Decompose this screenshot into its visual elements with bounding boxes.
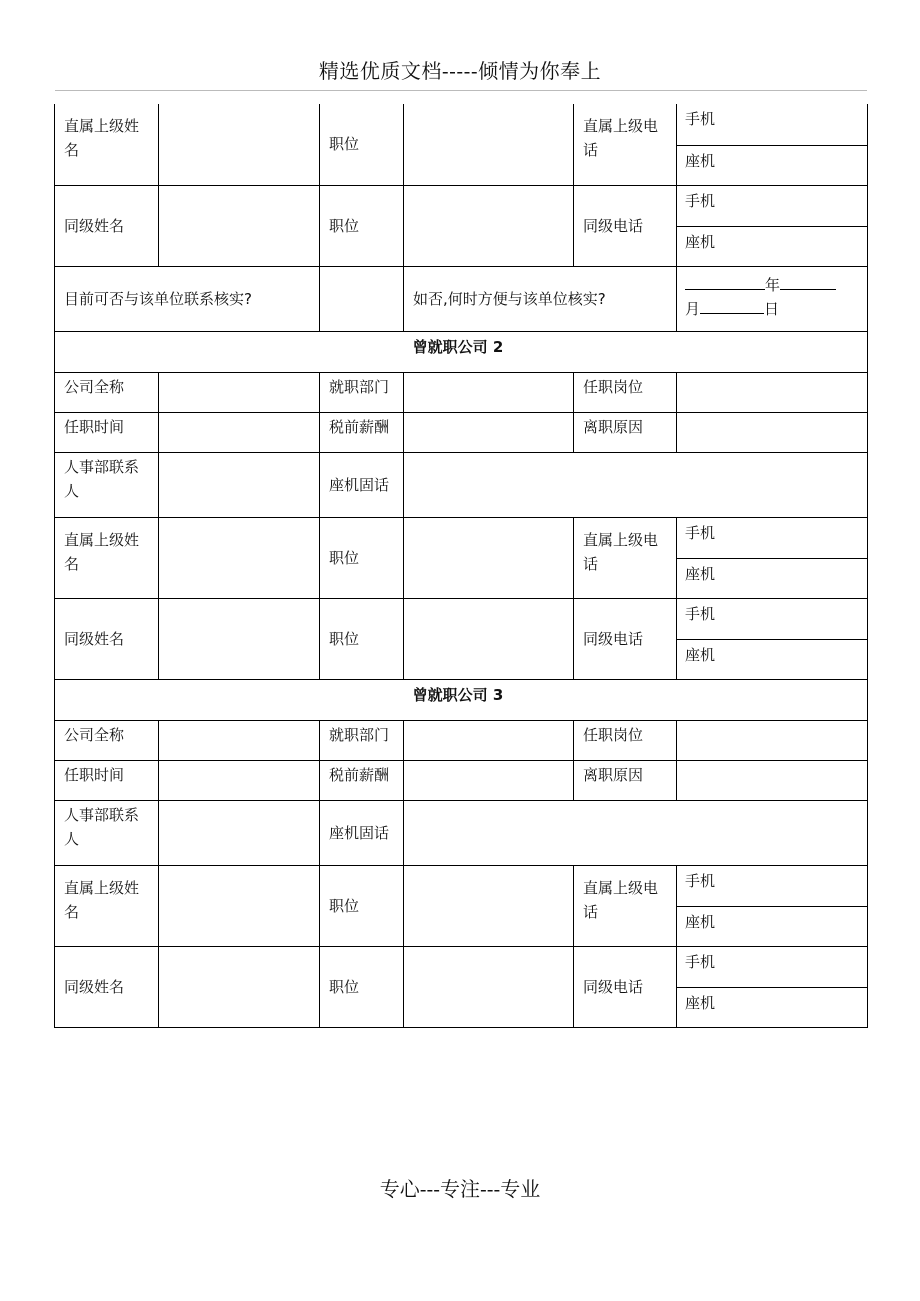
verify-now-field[interactable] [320,266,404,331]
day-label: 日 [764,299,780,318]
supervisor-name-label-cell: 直属上级姓名 [55,865,159,946]
company2-leave-reason-field[interactable] [677,412,868,452]
company2-full-name-field[interactable] [159,372,320,412]
supervisor-phone-label-cell: 直属上级电话 [574,517,677,598]
office-phone-label-cell: 座机固话 [320,452,404,517]
company3-supervisor-landline-field[interactable]: 座机 [677,906,868,946]
supervisor-phone-label-cell: 直属上级电话 [574,865,677,946]
company2-post-field[interactable] [677,372,868,412]
supervisor-position-field[interactable] [404,104,574,185]
peer-position-label-cell: 职位 [320,598,404,679]
year-label: 年 [765,275,781,294]
peer-name-label-cell: 同级姓名 [55,598,159,679]
month-blank-b[interactable] [700,297,764,314]
employment-history-form [54,104,868,1028]
company3-hr-contact-field[interactable] [159,800,320,865]
peer-position-label-cell: 职位 [320,946,404,1027]
company2-supervisor-landline-field[interactable]: 座机 [677,558,868,598]
company2-department-field[interactable] [404,372,574,412]
post-label-cell: 任职岗位 [574,372,677,412]
company3-department-field[interactable] [404,720,574,760]
company3-peer-landline-field[interactable]: 座机 [677,987,868,1027]
company3-tenure-field[interactable] [159,760,320,800]
company-full-name-label-cell: 公司全称 [55,372,159,412]
company2-peer-position-field[interactable] [404,598,574,679]
supervisor-name-label-cell: 直属上级姓名 [55,104,159,185]
office-phone-label-cell: 座机固话 [320,800,404,865]
supervisor-name-label-cell: 直属上级姓名 [55,517,159,598]
supervisor-mobile-field[interactable]: 手机 [677,104,868,145]
verify-date-field[interactable] [677,266,868,331]
tenure-label-cell: 任职时间 [55,760,159,800]
peer-phone-label-cell: 同级电话 [574,185,677,266]
peer-phone-label-cell: 同级电话 [574,598,677,679]
company3-peer-position-field[interactable] [404,946,574,1027]
salary-label-cell: 税前薪酬 [320,412,404,452]
company3-supervisor-position-field[interactable] [404,865,574,946]
supervisor-landline-field[interactable]: 座机 [677,145,868,185]
page-footer-text: 专心---专注---专业 [379,1177,541,1201]
company3-office-phone-field[interactable] [404,800,868,865]
hr-contact-label-cell: 人事部联系人 [55,800,159,865]
peer-phone-label-cell: 同级电话 [574,946,677,1027]
peer-name-label-cell: 同级姓名 [55,946,159,1027]
company2-supervisor-name-field[interactable] [159,517,320,598]
company3-leave-reason-field[interactable] [677,760,868,800]
header-divider [55,90,867,91]
peer-name-label-cell: 同级姓名 [55,185,159,266]
department-label-cell: 就职部门 [320,372,404,412]
supervisor-name-field[interactable] [159,104,320,185]
supervisor-position-label-cell: 职位 [320,104,404,185]
company3-peer-mobile-field[interactable]: 手机 [677,946,868,987]
post-label-cell: 任职岗位 [574,720,677,760]
leave-reason-label-cell: 离职原因 [574,760,677,800]
supervisor-position-label-cell: 职位 [320,865,404,946]
company3-supervisor-name-field[interactable] [159,865,320,946]
company2-peer-mobile-field[interactable]: 手机 [677,598,868,639]
verify-when-label-cell: 如否,何时方便与该单位核实? [404,266,677,331]
company3-supervisor-mobile-field[interactable]: 手机 [677,865,868,906]
peer-position-label-cell: 职位 [320,185,404,266]
company2-peer-landline-field[interactable]: 座机 [677,639,868,679]
company2-tenure-field[interactable] [159,412,320,452]
page-header-title: 精选优质文档-----倾情为你奉上 [318,59,602,83]
verify-now-label-cell: 目前可否与该单位联系核实? [55,266,320,331]
hr-contact-label-cell: 人事部联系人 [55,452,159,517]
month-blank-a[interactable] [780,273,836,290]
leave-reason-label-cell: 离职原因 [574,412,677,452]
company3-full-name-field[interactable] [159,720,320,760]
company-full-name-label-cell: 公司全称 [55,720,159,760]
company2-supervisor-position-field[interactable] [404,517,574,598]
company3-post-field[interactable] [677,720,868,760]
section-title-company-3: 曾就职公司 3 [55,679,868,720]
company3-salary-field[interactable] [404,760,574,800]
tenure-label-cell: 任职时间 [55,412,159,452]
peer-name-field[interactable] [159,185,320,266]
company2-supervisor-mobile-field[interactable]: 手机 [677,517,868,558]
supervisor-phone-label-cell: 直属上级电话 [574,104,677,185]
month-label: 月 [685,299,701,318]
peer-landline-field[interactable]: 座机 [677,226,868,266]
supervisor-position-label-cell: 职位 [320,517,404,598]
company3-peer-name-field[interactable] [159,946,320,1027]
company2-peer-name-field[interactable] [159,598,320,679]
section-title-company-2: 曾就职公司 2 [55,331,868,372]
peer-position-field[interactable] [404,185,574,266]
peer-mobile-field[interactable]: 手机 [677,185,868,226]
company2-office-phone-field[interactable] [404,452,868,517]
company2-hr-contact-field[interactable] [159,452,320,517]
department-label-cell: 就职部门 [320,720,404,760]
year-blank[interactable] [685,273,765,290]
company2-salary-field[interactable] [404,412,574,452]
salary-label-cell: 税前薪酬 [320,760,404,800]
